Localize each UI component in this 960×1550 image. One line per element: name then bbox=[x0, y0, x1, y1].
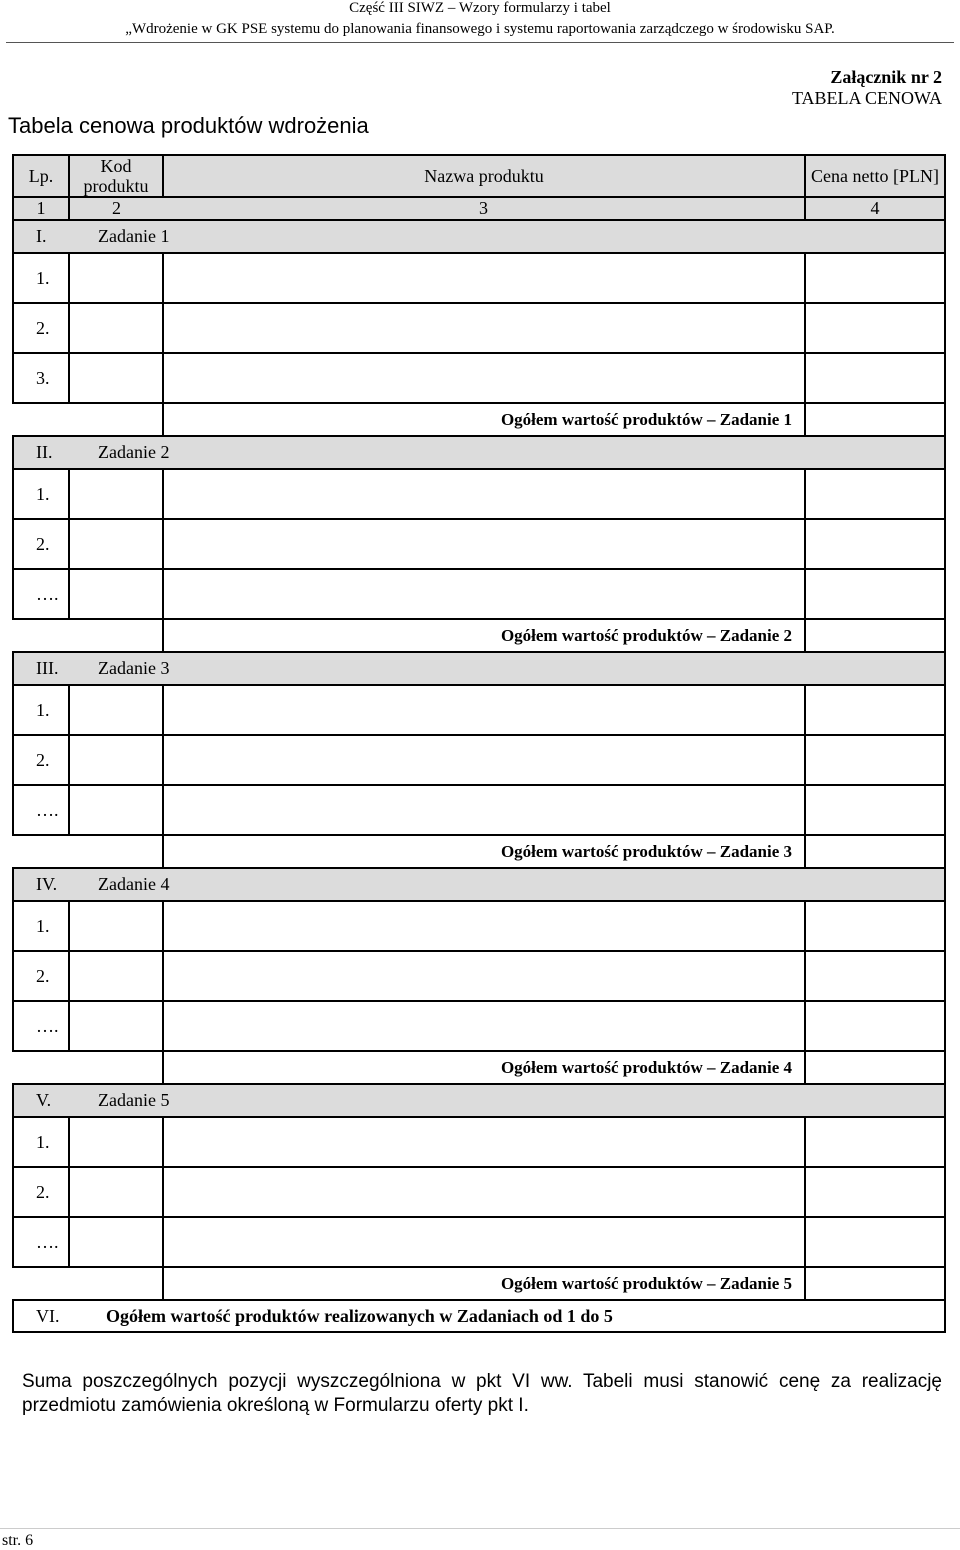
product-code-cell[interactable] bbox=[69, 951, 163, 1001]
col-header-lp: Lp. bbox=[13, 155, 69, 197]
grand-total-label: Ogółem wartość produktów realizowanych w Zadaniach od 1 do 5 bbox=[106, 1305, 613, 1326]
net-price-cell[interactable] bbox=[805, 519, 945, 569]
net-price-cell[interactable] bbox=[805, 1001, 945, 1051]
col-header-name: Nazwa produktu bbox=[163, 155, 805, 197]
col-header-price: Cena netto [PLN] bbox=[805, 155, 945, 197]
col-number: 1 bbox=[13, 197, 69, 220]
product-code-cell[interactable] bbox=[69, 1217, 163, 1267]
product-name-cell[interactable] bbox=[163, 785, 805, 835]
product-code-cell[interactable] bbox=[69, 1167, 163, 1217]
section-total-row bbox=[13, 1051, 945, 1084]
product-name-cell[interactable] bbox=[163, 353, 805, 403]
product-name-cell[interactable] bbox=[163, 1217, 805, 1267]
section-row bbox=[13, 868, 945, 901]
section-row bbox=[13, 1084, 945, 1117]
row-lp: 2. bbox=[13, 1167, 69, 1217]
table-row bbox=[13, 1167, 945, 1217]
total-spacer bbox=[13, 835, 163, 868]
product-name-cell[interactable] bbox=[163, 519, 805, 569]
table-row bbox=[13, 785, 945, 835]
section-heading bbox=[13, 436, 945, 469]
row-lp: 1. bbox=[13, 901, 69, 951]
grand-total-number: VI. bbox=[36, 1305, 60, 1326]
section-number: V. bbox=[36, 1090, 52, 1110]
section-row bbox=[13, 652, 945, 685]
section-number: I. bbox=[36, 226, 47, 246]
annex-number: Załącznik nr 2 bbox=[830, 67, 942, 87]
table-header-row bbox=[13, 155, 945, 197]
document-header-part: Część III SIWZ – Wzory formularzy i tabel bbox=[349, 0, 611, 16]
page-title: Tabela cenowa produktów wdrożenia bbox=[8, 113, 369, 138]
table-row bbox=[13, 253, 945, 303]
product-code-cell[interactable] bbox=[69, 519, 163, 569]
row-lp: 2. bbox=[13, 303, 69, 353]
table-row bbox=[13, 735, 945, 785]
net-price-cell[interactable] bbox=[805, 1117, 945, 1167]
product-name-cell[interactable] bbox=[163, 253, 805, 303]
row-lp: 1. bbox=[13, 1117, 69, 1167]
section-heading bbox=[13, 652, 945, 685]
product-code-cell[interactable] bbox=[69, 569, 163, 619]
section-number: IV. bbox=[36, 874, 58, 894]
row-lp: …. bbox=[13, 785, 69, 835]
grand-total-row bbox=[13, 1300, 945, 1332]
section-total-label: Ogółem wartość produktów – Zadanie 1 bbox=[163, 403, 805, 436]
total-spacer bbox=[13, 1051, 163, 1084]
product-name-cell[interactable] bbox=[163, 1117, 805, 1167]
col-header-code: Kod produktu bbox=[69, 155, 163, 197]
annex-block bbox=[792, 67, 942, 109]
row-lp: 2. bbox=[13, 519, 69, 569]
section-total-value-cell[interactable] bbox=[805, 619, 945, 652]
section-total-label: Ogółem wartość produktów – Zadanie 3 bbox=[163, 835, 805, 868]
section-total-row bbox=[13, 835, 945, 868]
row-lp: …. bbox=[13, 1217, 69, 1267]
table-row bbox=[13, 1117, 945, 1167]
product-code-cell[interactable] bbox=[69, 685, 163, 735]
price-table bbox=[12, 154, 946, 1333]
col-number: 4 bbox=[805, 197, 945, 220]
product-code-cell[interactable] bbox=[69, 303, 163, 353]
table-row bbox=[13, 951, 945, 1001]
product-name-cell[interactable] bbox=[163, 1167, 805, 1217]
col-number: 2 bbox=[69, 197, 163, 220]
product-code-cell[interactable] bbox=[69, 1001, 163, 1051]
section-heading bbox=[13, 1084, 945, 1117]
product-name-cell[interactable] bbox=[163, 901, 805, 951]
section-heading bbox=[13, 868, 945, 901]
net-price-cell[interactable] bbox=[805, 303, 945, 353]
section-number: II. bbox=[36, 442, 53, 462]
table-row bbox=[13, 569, 945, 619]
section-total-row bbox=[13, 1267, 945, 1300]
product-name-cell[interactable] bbox=[163, 303, 805, 353]
product-code-cell[interactable] bbox=[69, 353, 163, 403]
section-total-row bbox=[13, 619, 945, 652]
product-name-cell[interactable] bbox=[163, 1001, 805, 1051]
annex-title: TABELA CENOWA bbox=[791, 88, 942, 108]
net-price-cell[interactable] bbox=[805, 1217, 945, 1267]
net-price-cell[interactable] bbox=[805, 901, 945, 951]
net-price-cell[interactable] bbox=[805, 469, 945, 519]
table-row bbox=[13, 901, 945, 951]
page-number: str. 6 bbox=[2, 1532, 34, 1549]
net-price-cell[interactable] bbox=[805, 951, 945, 1001]
section-heading bbox=[13, 220, 945, 253]
table-row bbox=[13, 353, 945, 403]
section-total-value-cell[interactable] bbox=[805, 1267, 945, 1300]
section-total-value-cell[interactable] bbox=[805, 403, 945, 436]
footer-divider bbox=[0, 1528, 960, 1529]
grand-total-heading bbox=[13, 1300, 945, 1332]
section-total-row bbox=[13, 403, 945, 436]
table-column-numbers-row bbox=[13, 197, 945, 220]
product-code-cell[interactable] bbox=[69, 253, 163, 303]
product-code-cell[interactable] bbox=[69, 901, 163, 951]
net-price-cell[interactable] bbox=[805, 253, 945, 303]
table-row bbox=[13, 1217, 945, 1267]
section-total-label: Ogółem wartość produktów – Zadanie 4 bbox=[163, 1051, 805, 1084]
table-row bbox=[13, 685, 945, 735]
row-lp: …. bbox=[13, 569, 69, 619]
total-spacer bbox=[13, 403, 163, 436]
section-name: Zadanie 4 bbox=[98, 874, 170, 894]
row-lp: 2. bbox=[13, 951, 69, 1001]
section-row bbox=[13, 436, 945, 469]
table-row bbox=[13, 303, 945, 353]
footnote: Suma poszczególnych pozycji wyszczególniona w pkt VI ww. Tabeli musi stanowić cenę za realizację przedmiotu zamówienia określoną w Formularzu oferty pkt I. bbox=[22, 1371, 942, 1416]
net-price-cell[interactable] bbox=[805, 735, 945, 785]
row-lp: 3. bbox=[13, 353, 69, 403]
row-lp: 1. bbox=[13, 469, 69, 519]
table-row bbox=[13, 519, 945, 569]
section-total-label: Ogółem wartość produktów – Zadanie 5 bbox=[163, 1267, 805, 1300]
product-code-cell[interactable] bbox=[69, 735, 163, 785]
section-name: Zadanie 5 bbox=[98, 1090, 170, 1110]
product-name-cell[interactable] bbox=[163, 735, 805, 785]
col-number: 3 bbox=[163, 197, 805, 220]
product-name-cell[interactable] bbox=[163, 685, 805, 735]
product-code-cell[interactable] bbox=[69, 469, 163, 519]
section-number: III. bbox=[36, 658, 59, 678]
header-divider bbox=[6, 42, 954, 43]
product-code-cell[interactable] bbox=[69, 785, 163, 835]
net-price-cell[interactable] bbox=[805, 785, 945, 835]
section-total-value-cell[interactable] bbox=[805, 1051, 945, 1084]
net-price-cell[interactable] bbox=[805, 685, 945, 735]
row-lp: …. bbox=[13, 1001, 69, 1051]
row-lp: 1. bbox=[13, 685, 69, 735]
product-name-cell[interactable] bbox=[163, 569, 805, 619]
table-row bbox=[13, 469, 945, 519]
product-name-cell[interactable] bbox=[163, 469, 805, 519]
net-price-cell[interactable] bbox=[805, 353, 945, 403]
section-total-value-cell[interactable] bbox=[805, 835, 945, 868]
section-total-label: Ogółem wartość produktów – Zadanie 2 bbox=[163, 619, 805, 652]
product-name-cell[interactable] bbox=[163, 951, 805, 1001]
section-name: Zadanie 2 bbox=[98, 442, 170, 462]
row-lp: 2. bbox=[13, 735, 69, 785]
section-row bbox=[13, 220, 945, 253]
net-price-cell[interactable] bbox=[805, 1167, 945, 1217]
total-spacer bbox=[13, 619, 163, 652]
product-code-cell[interactable] bbox=[69, 1117, 163, 1167]
section-name: Zadanie 1 bbox=[98, 226, 170, 246]
section-name: Zadanie 3 bbox=[98, 658, 170, 678]
row-lp: 1. bbox=[13, 253, 69, 303]
total-spacer bbox=[13, 1267, 163, 1300]
net-price-cell[interactable] bbox=[805, 569, 945, 619]
table-row bbox=[13, 1001, 945, 1051]
document-header-title: „Wdrożenie w GK PSE systemu do planowania finansowego i systemu raportowania zarządczego w środowisku SAP. bbox=[125, 21, 835, 37]
